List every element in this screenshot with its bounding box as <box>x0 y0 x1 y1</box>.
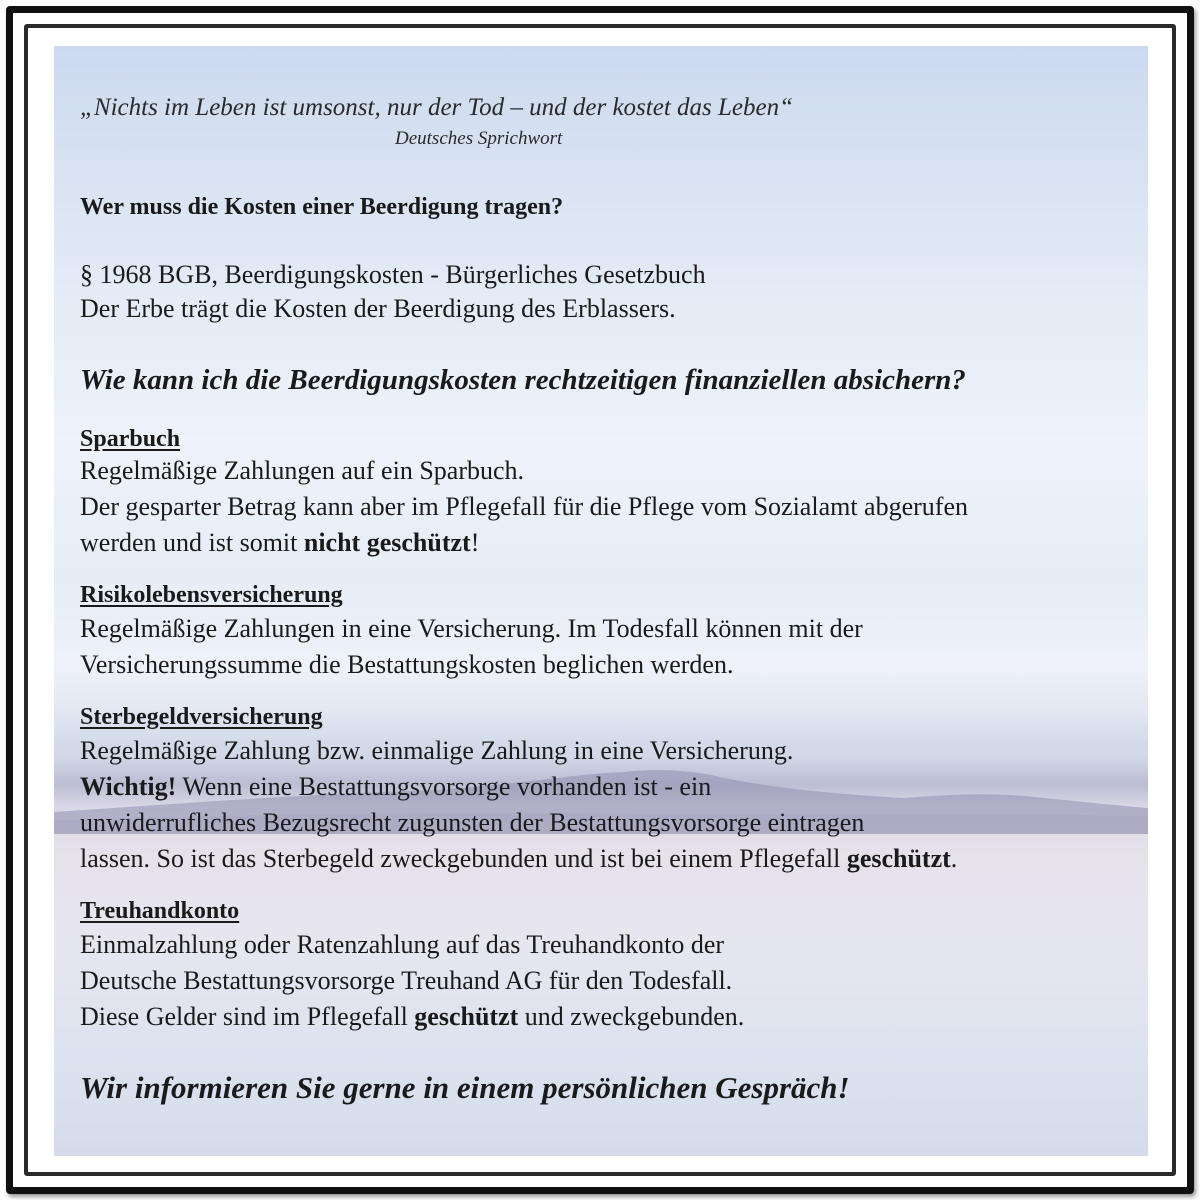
quote-source: Deutsches Sprichwort <box>395 128 563 149</box>
law-statement: Der Erbe trägt die Kosten der Beerdigung des Erblassers. <box>80 294 676 323</box>
cost-question: Wer muss die Kosten einer Beerdigung tragen? <box>80 194 564 220</box>
sparbuch-line-1: Regelmäßige Zahlungen auf ein Sparbuch. <box>80 456 525 485</box>
treuhand-line-2: Deutsche Bestattungsvorsorge Treuhand AG für den Todesfall. <box>80 966 733 995</box>
sparbuch-line-2: Der gesparter Betrag kann aber im Pflegefall für die Pflege vom Sozialamt abgerufen <box>80 492 968 521</box>
risiko-line-2: Versicherungssumme die Bestattungskosten beglichen werden. <box>80 650 734 679</box>
section-title-sparbuch: Sparbuch <box>80 426 181 452</box>
sterbegeld-line-4: lassen. So ist das Sterbegeld zweckgebunden und ist bei einem Pflegefall geschützt. <box>80 844 958 873</box>
section-title-sterbegeldversicherung: Sterbegeldversicherung <box>80 704 323 730</box>
important-label: Wichtig! <box>80 772 177 801</box>
protected-emphasis-treuhand: geschützt <box>414 1002 519 1031</box>
section-title-risikolebensversicherung: Risikolebensversicherung <box>80 582 343 608</box>
sterbegeld-line-3: unwiderrufliches Bezugsrecht zugunsten der Bestattungsvorsorge eintragen <box>80 808 865 837</box>
financing-question: Wie kann ich die Beerdigungskosten rechtzeitigen finanziellen absichern? <box>80 364 966 396</box>
sparbuch-line-3: werden und ist somit nicht geschützt! <box>80 528 480 557</box>
sterbegeld-line-2: Wichtig! Wenn eine Bestattungsvorsorge vorhanden ist - ein <box>80 772 712 801</box>
treuhand-line-3: Diese Gelder sind im Pflegefall geschützt und zweckgebunden. <box>80 1002 745 1031</box>
protected-emphasis: geschützt <box>846 844 951 873</box>
law-reference: § 1968 BGB, Beerdigungskosten - Bürgerliches Gesetzbuch <box>80 260 706 289</box>
risiko-line-1: Regelmäßige Zahlungen in eine Versicherung. Im Todesfall können mit der <box>80 614 863 643</box>
sterbegeld-line-1: Regelmäßige Zahlung bzw. einmalige Zahlung in eine Versicherung. <box>80 736 794 765</box>
treuhand-line-1: Einmalzahlung oder Ratenzahlung auf das Treuhandkonto der <box>80 930 725 959</box>
section-title-treuhandkonto: Treuhandkonto <box>80 898 240 924</box>
content-panel <box>54 46 1148 1156</box>
closing-invitation: Wir informieren Sie gerne in einem persönlichen Gespräch! <box>80 1070 850 1105</box>
not-protected-emphasis: nicht geschützt <box>303 528 471 557</box>
quote-text: „Nichts im Leben ist umsonst, nur der Tod – und der kostet das Leben“ <box>80 94 794 121</box>
